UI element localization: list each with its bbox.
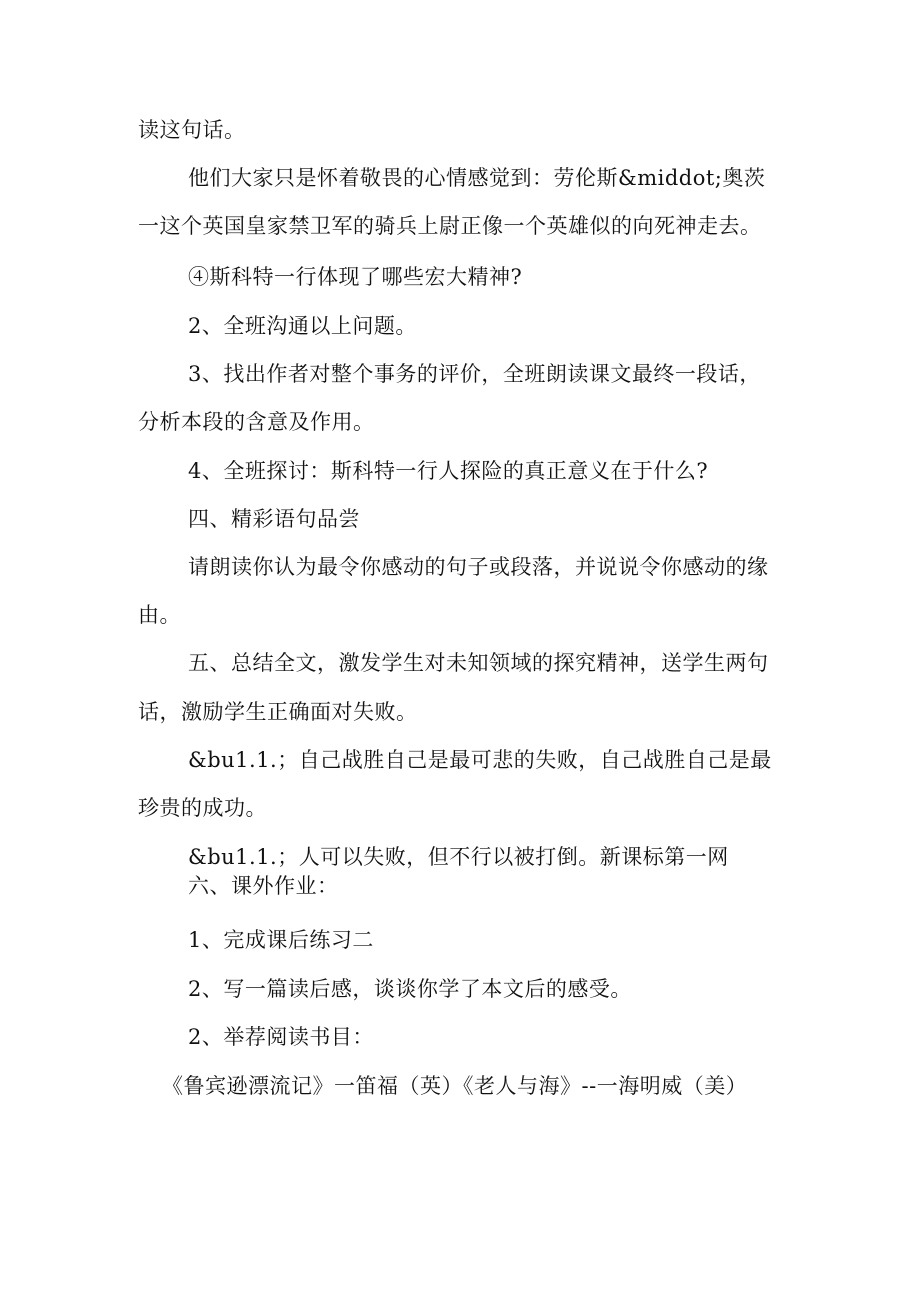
text-line-5: 2、全班沟通以上问题。: [188, 314, 417, 338]
text-line-17: 六、课外作业：: [188, 874, 339, 898]
text-line-19: 2、写一篇读后感，谈谈你学了本文后的感受。: [188, 977, 632, 1001]
text-line-14: &bu1.1.；自己战胜自己是最可悲的失败，自己战胜自己是最: [188, 748, 772, 772]
text-line-4: ④斯科特一行体现了哪些宏大精神?: [188, 265, 523, 289]
text-line-12: 五、总结全文，激发学生对未知领域的探究精神，送学生两句: [188, 651, 769, 675]
text-line-11: 由。: [138, 603, 181, 627]
text-line-8: 4、全班探讨：斯科特一行人探险的真正意义在于什么?: [188, 459, 709, 483]
text-line-9: 四、精彩语句品尝: [188, 507, 360, 531]
text-line-10: 请朗读你认为最令你感动的句子或段落，并说说令你感动的缘: [188, 555, 769, 579]
text-line-3: 一这个英国皇家禁卫军的骑兵上尉正像一个英雄似的向死神走去。: [138, 214, 762, 238]
text-line-21: 《鲁宾逊漂流记》一笛福（英）《老人与海》--一海明威（美）: [162, 1074, 748, 1098]
text-line-7: 分析本段的含意及作用。: [138, 410, 375, 434]
text-line-15: 珍贵的成功。: [138, 796, 267, 820]
text-line-16: &bu1.1.；人可以失败，但不行以被打倒。新课标第一网: [188, 845, 729, 869]
text-line-20: 2、举荐阅读书目：: [188, 1025, 374, 1049]
text-line-1: 读这句话。: [138, 118, 246, 142]
text-line-13: 话，激励学生正确面对失败。: [138, 700, 418, 724]
text-line-18: 1、完成课后练习二: [188, 928, 374, 952]
text-line-6: 3、找出作者对整个事务的评价，全班朗读课文最终一段话，: [188, 362, 761, 386]
text-line-2: 他们大家只是怀着敬畏的心情感觉到：劳伦斯&middot;奥茨: [188, 166, 766, 190]
